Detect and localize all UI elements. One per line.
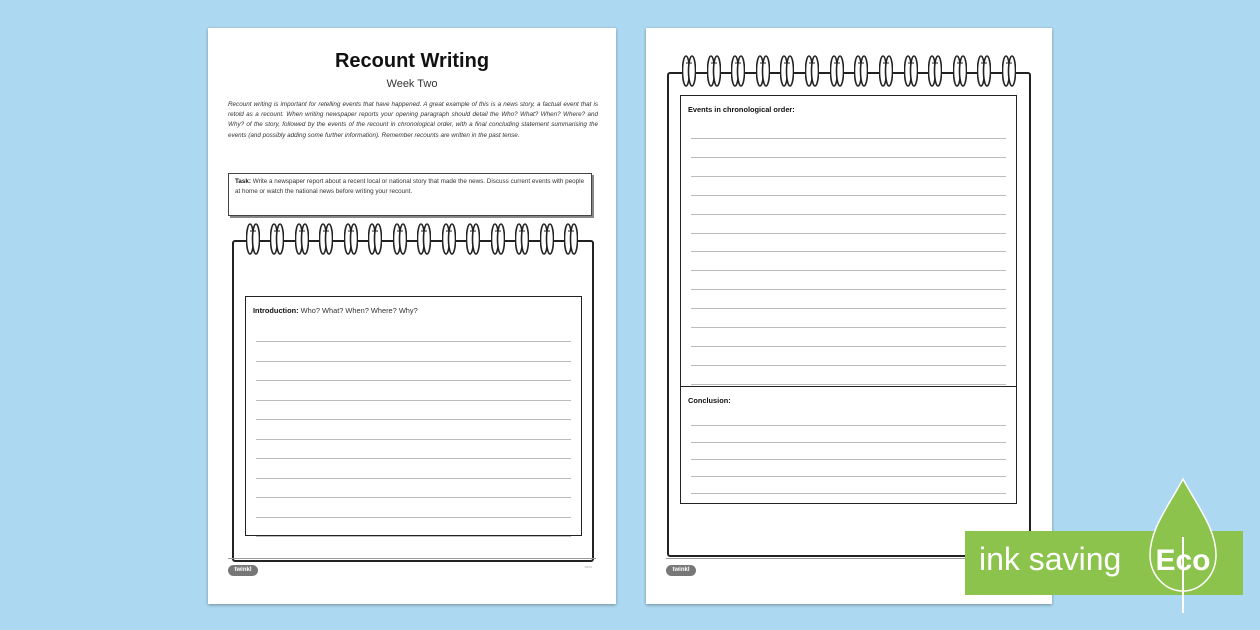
spiral-binding bbox=[246, 222, 578, 258]
introduction-box bbox=[245, 296, 582, 536]
eco-label: Eco bbox=[1155, 544, 1211, 577]
binding-ring-icon bbox=[731, 54, 745, 88]
binding-ring-icon bbox=[540, 222, 554, 256]
writing-line bbox=[691, 459, 1006, 460]
binding-ring-icon bbox=[1002, 54, 1016, 88]
writing-line bbox=[256, 478, 571, 479]
worksheet-page-1 bbox=[208, 28, 616, 604]
binding-ring-icon bbox=[830, 54, 844, 88]
footer-divider bbox=[228, 558, 596, 559]
writing-line bbox=[256, 517, 571, 518]
task-text: Write a newspaper report about a recent local or national story that made the news. Discuss current events with people at home or watch the national news before writing your recount. bbox=[235, 178, 585, 195]
notebook-frame bbox=[667, 72, 1031, 557]
conclusion-label: Conclusion: bbox=[688, 396, 731, 405]
binding-ring-icon bbox=[515, 222, 529, 256]
binding-ring-icon bbox=[756, 54, 770, 88]
writing-line bbox=[691, 346, 1006, 347]
binding-ring-icon bbox=[953, 54, 967, 88]
introduction-prompt: Who? What? When? Where? Why? bbox=[300, 306, 418, 315]
binding-ring-icon bbox=[928, 54, 942, 88]
writing-line bbox=[691, 308, 1006, 309]
writing-line bbox=[691, 138, 1006, 139]
page-title: Recount Writing bbox=[334, 50, 490, 72]
writing-line bbox=[256, 458, 571, 459]
task-label: Task: bbox=[235, 178, 251, 185]
binding-ring-icon bbox=[879, 54, 893, 88]
badge-text: ink saving bbox=[979, 541, 1122, 577]
writing-line bbox=[691, 493, 1006, 494]
binding-ring-icon bbox=[368, 222, 382, 256]
writing-line bbox=[691, 176, 1006, 177]
footer-mark: ▭▭ bbox=[584, 564, 592, 569]
logo: twinkl bbox=[228, 565, 258, 576]
task-box bbox=[228, 173, 592, 216]
writing-line bbox=[691, 442, 1006, 443]
introduction-label: Introduction: bbox=[253, 306, 299, 315]
events-box bbox=[680, 95, 1017, 388]
writing-line bbox=[691, 384, 1006, 385]
binding-ring-icon bbox=[564, 222, 578, 256]
writing-line bbox=[691, 425, 1006, 426]
events-label: Events in chronological order: bbox=[688, 105, 795, 114]
writing-line bbox=[691, 270, 1006, 271]
binding-ring-icon bbox=[246, 222, 260, 256]
worksheet-page-2 bbox=[646, 28, 1052, 604]
writing-line bbox=[256, 536, 571, 537]
writing-line bbox=[691, 214, 1006, 215]
writing-line bbox=[691, 233, 1006, 234]
conclusion-box bbox=[680, 386, 1017, 504]
page-subtitle: Week Two bbox=[386, 78, 438, 90]
binding-ring-icon bbox=[295, 222, 309, 256]
writing-line bbox=[691, 476, 1006, 477]
writing-line bbox=[691, 157, 1006, 158]
writing-line bbox=[691, 251, 1006, 252]
binding-ring-icon bbox=[682, 54, 696, 88]
introduction-heading bbox=[253, 306, 418, 315]
binding-ring-icon bbox=[707, 54, 721, 88]
writing-line bbox=[256, 361, 571, 362]
writing-line bbox=[691, 327, 1006, 328]
binding-ring-icon bbox=[491, 222, 505, 256]
binding-ring-icon bbox=[977, 54, 991, 88]
binding-ring-icon bbox=[319, 222, 333, 256]
binding-ring-icon bbox=[466, 222, 480, 256]
binding-ring-icon bbox=[442, 222, 456, 256]
intro-paragraph: Recount writing is important for retelling events that have happened. A great example of this is a news story, a factual event that is retold as a recount. When writing newspaper reports your opening paragraph should detail the Who? What? When? Where? and Why? of the story, followed by the events of the recount in chronological order, with a final concluding statement summarising the events (and possibly adding some further information). Remember recounts are written in the past tense. bbox=[228, 101, 598, 139]
notebook-frame bbox=[232, 240, 594, 562]
writing-line bbox=[256, 419, 571, 420]
writing-line bbox=[256, 497, 571, 498]
binding-ring-icon bbox=[854, 54, 868, 88]
binding-ring-icon bbox=[904, 54, 918, 88]
writing-line bbox=[691, 289, 1006, 290]
binding-ring-icon bbox=[805, 54, 819, 88]
writing-line bbox=[256, 380, 571, 381]
spiral-binding bbox=[682, 54, 1016, 90]
writing-line bbox=[691, 365, 1006, 366]
ink-saving-badge bbox=[965, 531, 1245, 595]
binding-ring-icon bbox=[270, 222, 284, 256]
writing-line bbox=[256, 341, 571, 342]
binding-ring-icon bbox=[417, 222, 431, 256]
events-heading bbox=[688, 105, 795, 114]
conclusion-heading bbox=[688, 396, 731, 405]
binding-ring-icon bbox=[393, 222, 407, 256]
binding-ring-icon bbox=[780, 54, 794, 88]
logo: twinkl bbox=[666, 565, 696, 576]
writing-line bbox=[256, 400, 571, 401]
writing-line bbox=[691, 195, 1006, 196]
writing-line bbox=[256, 439, 571, 440]
binding-ring-icon bbox=[344, 222, 358, 256]
